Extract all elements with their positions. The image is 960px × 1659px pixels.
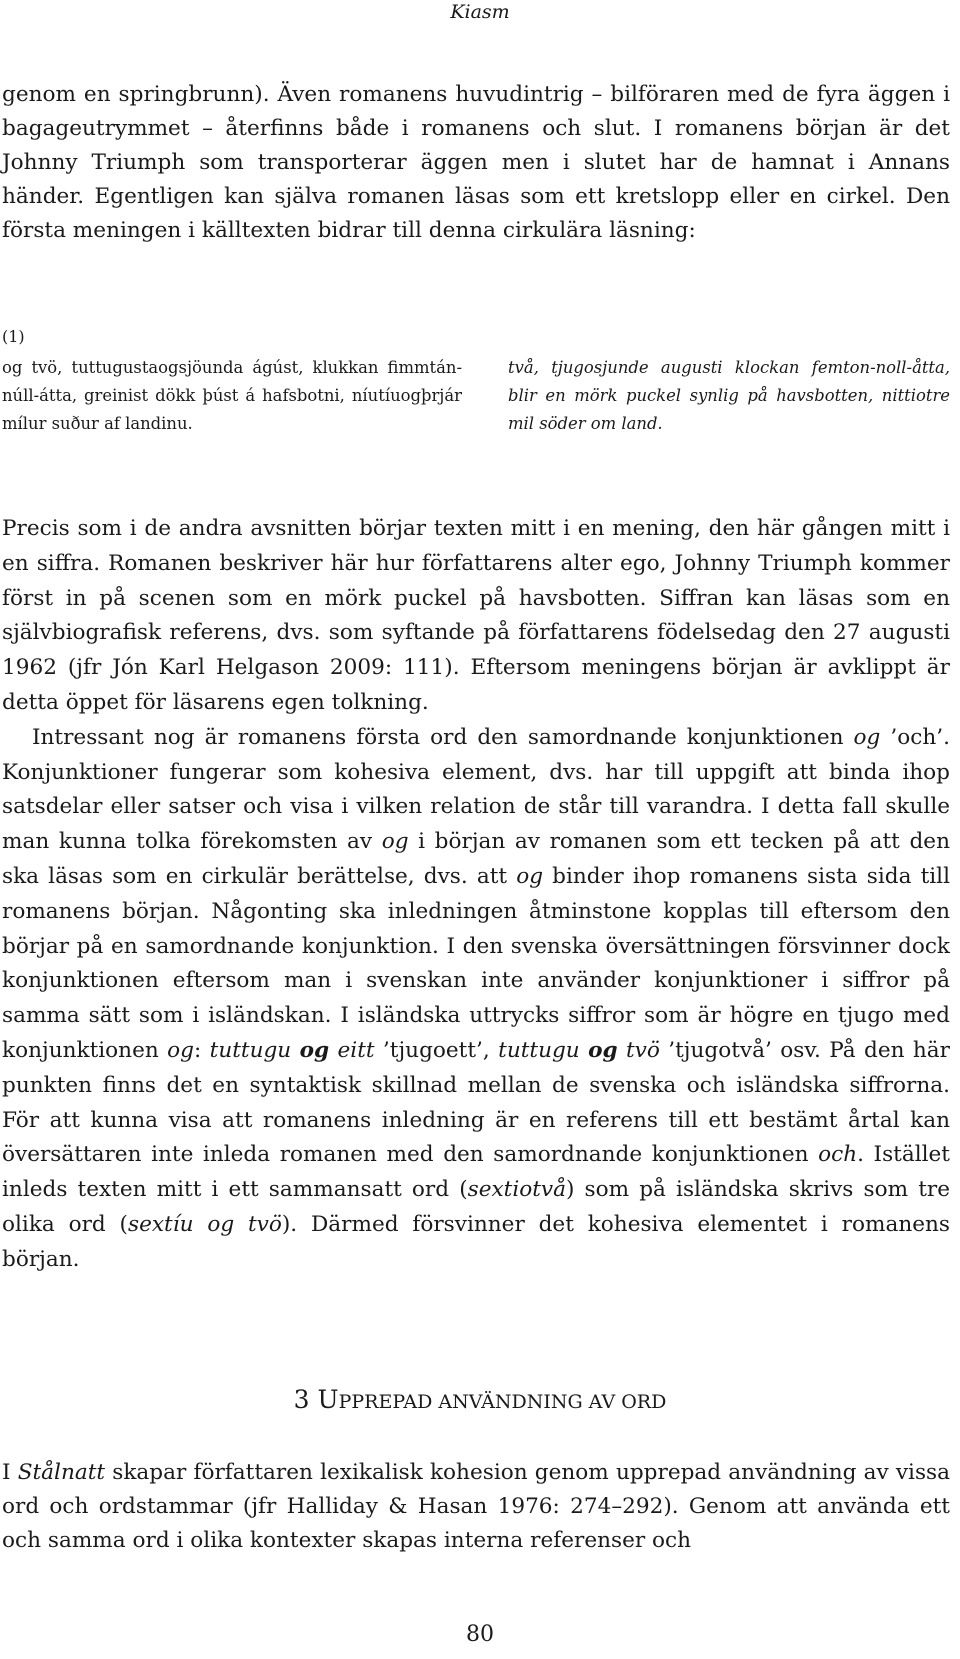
text-run: ’och’. Konjunktioner fungerar som kohesiva element, dvs. har till uppgift att binda ihop satsdelar eller satser och visa i vilken relation de står till varandra. I detta fall skulle man kunna tolka förekomsten av [2,724,950,855]
term-og: og [516,863,544,889]
text-run: binder ihop romanens sista sida till romanens början. Någonting ska inledningen åtminstone kopplas till eftersom den börjar på en samordnande konjunktion. I den svenska översättningen försvinner dock konjunktionen eftersom man i svenskan inte använder konjunktioner i siffror på samma sätt som i isländskan. I isländska uttrycks siffror som är högre en tjugo med konjunktionen [2,863,950,1063]
example-eitt: eitt [329,1037,375,1063]
text-run: Intressant nog är romanens första ord den samordnande konjunktionen [32,724,854,750]
example-og-bold: og [299,1037,330,1063]
book-title: Stålnatt [17,1460,106,1485]
text-run: i början av romanen som ett tecken på att den ska läsas som en cirkulär berättelse, dvs. att [2,829,950,889]
term-og: og [381,829,409,855]
running-header: Kiasm [450,1,510,23]
example-og-bold: og [588,1037,618,1063]
analysis-sentence-1: Precis som i de andra avsnitten börjar texten mitt i en mening, den här gången mitt i en siffra. Romanen beskriver här hur författarens alter ego, Johnny Triumph kommer först in på scenen som en mörk puckel på havsbotten. Siffran kan läsas som en självbiografisk referens, dvs. som syftande på författarens födelsedag den 27 augusti 1962 (jfr Jón Karl Helgason 2009: 111). Eftersom meningens början är avklippt är detta öppet för läsarens egen tolkning. [2,516,950,715]
example-tvo: tvö [617,1037,660,1063]
term-sextiu-og-tvo: sextíu og tvö [127,1211,282,1237]
section-heading [0,1384,960,1418]
paragraph-intro: genom en springbrunn). Även romanens huvudintrig – bilföraren med de fyra äggen i bagageutrymmet – återfinns både i romanens och slut. I romanens början är det Johnny Triumph som transporterar äggen men i slutet har de hamnat i Annans händer. Egentligen kan själva romanen läsas som ett kretslopp eller en cirkel. Den första meningen i källtexten bidrar till denna cirkulära läsning: [2,82,950,243]
term-sextiotva: sextiotvå [467,1177,566,1203]
paragraph-analysis [2,512,950,1278]
example-tuttugu: tuttugu [498,1037,589,1063]
example-source-icelandic: og tvö, tuttugustaogsjöunda ágúst, klukkan fimmtán-núll-átta, greinist dökk þúst á hafsbotni, níutíuogþrjár mílur suður af landinu. [2,358,462,433]
text-run: ). Därmed försvinner det kohesiva elementet i romanens början. [2,1211,950,1272]
example-number: (1) [2,327,25,346]
text-run: : [193,1037,210,1063]
text-run: ) som på isländska skrivs som tre olika ord ( [2,1177,950,1237]
text-run: ’tjugoett’, [374,1037,499,1063]
example-translation-swedish: två, tjugosjunde augusti klockan femton-noll-åtta, blir en mörk puckel synlig på havsbotten, nittiotre mil söder om land. [508,358,950,433]
term-og: og [853,724,881,750]
section-title-rest: PPREPAD ANVÄNDNING AV ORD [338,1391,667,1413]
example-tuttugu: tuttugu [209,1037,300,1063]
text-run: skapar författaren lexikalisk kohesion genom upprepad användning av vissa ord och ordstammar (jfr Halliday & Hasan 1976: 274–292). Genom att använda ett och samma ord i olika kontexter skapas interna referenser och [2,1460,950,1553]
paragraph-section-3 [2,1456,950,1558]
text-run: ’tjugotvå’ osv. På den här punkten finns det en syntaktisk skillnad mellan de svenska och isländska siffrorna. För att kunna visa att romanens inledning är en referens till ett bestämt årtal kan översättaren inte inleda romanen med den samordnande konjunktionen [2,1037,950,1168]
section-number: 3 [293,1385,310,1414]
text-run: I [2,1460,18,1485]
term-och: och [818,1142,858,1168]
text-run: . Istället inleds texten mitt i ett sammansatt ord ( [2,1142,950,1203]
section-title-initial: U [317,1385,339,1414]
page-number: 80 [466,1622,494,1647]
term-og: og [167,1037,194,1063]
